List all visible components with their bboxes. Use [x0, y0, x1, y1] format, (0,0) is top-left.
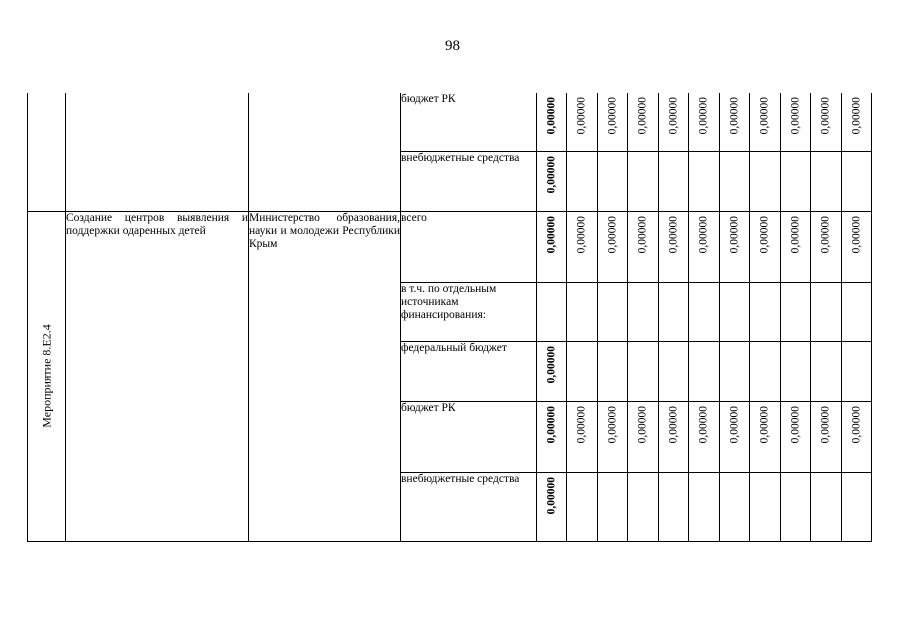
total-cell [537, 211, 567, 282]
total-value: 0,00000 [545, 476, 557, 514]
value-cell [750, 401, 781, 472]
cell-value: 0,00000 [697, 405, 710, 443]
value-cell [628, 211, 659, 282]
value-cell [628, 341, 659, 401]
value-cell [750, 151, 781, 211]
value-cell [689, 472, 720, 541]
cell-value: 0,00000 [697, 97, 710, 135]
cell-value: 0,00000 [819, 97, 832, 135]
value-cell [689, 401, 720, 472]
value-cell [598, 472, 628, 541]
value-cell [750, 211, 781, 282]
name-cell-empty [66, 93, 249, 211]
budget-table-body [28, 93, 872, 541]
cell-value: 0,00000 [758, 215, 771, 253]
cell-value: 0,00000 [728, 215, 740, 253]
measure-code-cell [28, 211, 66, 541]
value-cell [811, 401, 842, 472]
value-cell [811, 472, 842, 541]
value-cell [659, 93, 689, 151]
total-value: 0,00000 [545, 215, 557, 253]
funding-source: всего [401, 211, 537, 282]
value-cell [842, 282, 872, 341]
value-cell [567, 401, 598, 472]
value-cell [689, 211, 720, 282]
value-cell [842, 211, 872, 282]
value-cell [567, 472, 598, 541]
value-cell [781, 282, 811, 341]
value-cell [628, 401, 659, 472]
value-cell [781, 401, 811, 472]
value-cell [628, 282, 659, 341]
value-cell [811, 341, 842, 401]
value-cell [750, 93, 781, 151]
total-value: 0,00000 [545, 97, 557, 135]
total-cell [537, 282, 567, 341]
value-cell [628, 151, 659, 211]
value-cell [720, 472, 750, 541]
cell-value: 0,00000 [819, 215, 832, 253]
value-cell [720, 401, 750, 472]
value-cell [598, 282, 628, 341]
funding-source: внебюджетные средства [401, 151, 537, 211]
funding-source: в т.ч. по отдельным источникам финансирования: [401, 282, 537, 341]
cell-value: 0,00000 [789, 215, 801, 253]
value-cell [659, 472, 689, 541]
value-cell [567, 151, 598, 211]
total-cell [537, 472, 567, 541]
value-cell [689, 341, 720, 401]
funding-source: бюджет РК [401, 401, 537, 472]
cell-value: 0,00000 [850, 215, 862, 253]
value-cell [598, 211, 628, 282]
executor-cell-empty [249, 93, 401, 211]
value-cell [811, 151, 842, 211]
value-cell [720, 341, 750, 401]
value-cell [659, 282, 689, 341]
total-cell [537, 401, 567, 472]
value-cell [598, 151, 628, 211]
value-cell [598, 93, 628, 151]
budget-table [27, 93, 872, 542]
cell-value: 0,00000 [789, 405, 801, 443]
cell-value: 0,00000 [667, 405, 679, 443]
cell-value: 0,00000 [697, 215, 710, 253]
cell-value: 0,00000 [606, 97, 618, 135]
cell-value: 0,00000 [758, 405, 771, 443]
cell-value: 0,00000 [758, 97, 771, 135]
value-cell [689, 93, 720, 151]
total-value: 0,00000 [545, 155, 557, 193]
value-cell [811, 93, 842, 151]
total-cell [537, 151, 567, 211]
value-cell [567, 211, 598, 282]
value-cell [842, 401, 872, 472]
value-cell [659, 211, 689, 282]
total-value: 0,00000 [545, 345, 557, 383]
funding-source: внебюджетные средства [401, 472, 537, 541]
value-cell [567, 341, 598, 401]
value-cell [720, 211, 750, 282]
measure-executor: Министерство образования, науки и молодежи Республики Крым [249, 211, 401, 541]
value-cell [598, 401, 628, 472]
cell-value: 0,00000 [636, 215, 649, 253]
funding-source: бюджет РК [401, 93, 537, 151]
value-cell [811, 282, 842, 341]
cell-value: 0,00000 [575, 405, 588, 443]
page-number: 98 [445, 38, 460, 54]
value-cell [750, 472, 781, 541]
total-cell [537, 93, 567, 151]
cell-value: 0,00000 [789, 97, 801, 135]
value-cell [811, 211, 842, 282]
cell-value: 0,00000 [667, 215, 679, 253]
measure-name: Создание центров выявления и поддержки одаренных детей [66, 211, 249, 541]
value-cell [628, 93, 659, 151]
cell-value: 0,00000 [667, 97, 679, 135]
value-cell [842, 341, 872, 401]
cell-value: 0,00000 [636, 97, 649, 135]
value-cell [720, 93, 750, 151]
value-cell [567, 282, 598, 341]
value-cell [628, 472, 659, 541]
cell-value: 0,00000 [819, 405, 832, 443]
funding-source: федеральный бюджет [401, 341, 537, 401]
value-cell [659, 401, 689, 472]
total-value: 0,00000 [545, 405, 557, 443]
cell-value: 0,00000 [850, 405, 862, 443]
value-cell [781, 151, 811, 211]
cell-value: 0,00000 [575, 215, 588, 253]
value-cell [842, 93, 872, 151]
cell-value: 0,00000 [728, 97, 740, 135]
value-cell [750, 282, 781, 341]
cell-value: 0,00000 [606, 215, 618, 253]
value-cell [781, 472, 811, 541]
value-cell [720, 151, 750, 211]
value-cell [781, 211, 811, 282]
value-cell [842, 151, 872, 211]
table-row [28, 211, 872, 282]
cell-value: 0,00000 [728, 405, 740, 443]
value-cell [598, 341, 628, 401]
cell-value: 0,00000 [606, 405, 618, 443]
measure-code: Мероприятие 8.Е2.4 [39, 324, 53, 428]
value-cell [659, 341, 689, 401]
value-cell [842, 472, 872, 541]
value-cell [659, 151, 689, 211]
table-row [28, 93, 872, 151]
cell-value: 0,00000 [575, 97, 588, 135]
value-cell [781, 341, 811, 401]
value-cell [689, 151, 720, 211]
value-cell [567, 93, 598, 151]
cell-value: 0,00000 [850, 97, 862, 135]
value-cell [689, 282, 720, 341]
total-cell [537, 341, 567, 401]
value-cell [781, 93, 811, 151]
cell-value: 0,00000 [636, 405, 649, 443]
value-cell [750, 341, 781, 401]
code-cell-empty [28, 93, 66, 211]
value-cell [720, 282, 750, 341]
